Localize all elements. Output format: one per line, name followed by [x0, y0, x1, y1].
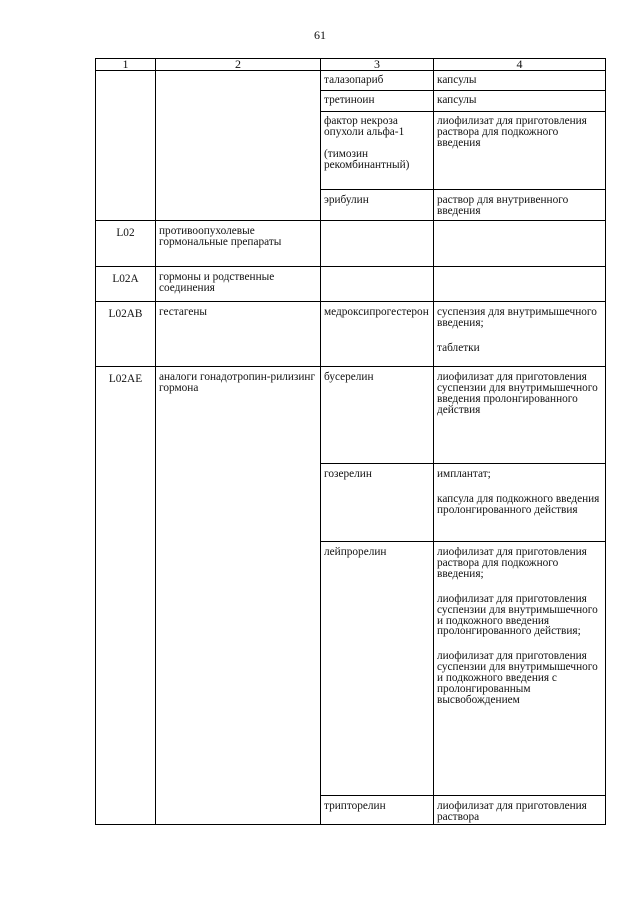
- dosage-form: лиофилизат для приготовления суспензии для внутримышечного и подкожного введения с пролонгированным высвобождением: [437, 650, 598, 706]
- form-cell: [434, 796, 606, 825]
- form-cell: [434, 112, 606, 190]
- drug-cell-empty: [321, 221, 434, 267]
- dosage-form: имплантат;: [437, 468, 491, 480]
- dosage-form: лиофилизат для приготовления суспензии для внутримышечного введения пролонгированного действия: [437, 371, 598, 416]
- drug-cell: [321, 71, 434, 91]
- group-name: гормоны и родственные соединения: [159, 271, 275, 294]
- form-cell: [434, 542, 606, 796]
- dosage-form: таблетки: [437, 341, 480, 354]
- form-cell: [434, 71, 606, 91]
- drug-cell: [321, 302, 434, 367]
- form-cell-empty: [434, 221, 606, 267]
- header-col-1: 1: [96, 59, 156, 71]
- code-cell: [96, 302, 156, 367]
- code-cell-empty: [96, 71, 156, 221]
- header-col-2: 2: [156, 59, 321, 71]
- group-cell: [156, 302, 321, 367]
- dosage-form: раствор для внутривенного введения: [437, 194, 569, 217]
- table-row: [96, 221, 606, 267]
- code-cell: [96, 367, 156, 825]
- dosage-form: суспензия для внутримышечного введения;: [437, 306, 597, 329]
- header-col-4: 4: [434, 59, 606, 71]
- drug-name: третиноин: [324, 94, 375, 106]
- header-col-3: 3: [321, 59, 434, 71]
- dosage-form: капсулы: [437, 94, 477, 106]
- atc-code: L02A: [112, 273, 139, 285]
- code-cell: [96, 221, 156, 267]
- group-cell: [156, 267, 321, 302]
- table-header-row: [96, 59, 606, 71]
- drug-cell: [321, 112, 434, 190]
- drug-cell: [321, 464, 434, 542]
- drug-name: гозерелин: [324, 468, 372, 480]
- page-number: 61: [314, 28, 326, 42]
- dosage-form: лиофилизат для приготовления раствора для подкожного введения: [437, 115, 587, 149]
- group-name: аналоги гонадотропин-рилизинг гормона: [159, 371, 316, 394]
- medicines-table: [95, 58, 606, 825]
- group-cell-empty: [156, 71, 321, 221]
- drug-name: бусерелин: [324, 371, 374, 383]
- drug-cell: [321, 796, 434, 825]
- dosage-form: капсула для подкожного введения пролонгированного действия: [437, 492, 600, 516]
- group-cell: [156, 221, 321, 267]
- dosage-form: лиофилизат для приготовления суспензии для внутримышечного и подкожного введения пролонгированного действия;: [437, 592, 598, 638]
- table-row: [96, 302, 606, 367]
- form-cell: [434, 190, 606, 221]
- drug-cell-empty: [321, 267, 434, 302]
- form-cell-empty: [434, 267, 606, 302]
- drug-name: трипторелин: [324, 800, 386, 812]
- table-row: [96, 71, 606, 91]
- drug-cell: [321, 190, 434, 221]
- dosage-form: лиофилизат для приготовления раствора: [437, 800, 587, 823]
- form-cell: [434, 367, 606, 464]
- dosage-form: лиофилизат для приготовления раствора для подкожного введения;: [437, 546, 587, 580]
- code-cell: [96, 267, 156, 302]
- table-row: [96, 267, 606, 302]
- form-cell: [434, 302, 606, 367]
- drug-name: медроксипрогестерон: [324, 306, 429, 318]
- group-cell: [156, 367, 321, 825]
- drug-name: фактор некроза опухоли альфа-1: [324, 115, 405, 138]
- atc-code: L02AE: [108, 373, 143, 385]
- drug-name: эрибулин: [324, 194, 369, 206]
- drug-note: (тимозин рекомбинантный): [324, 147, 410, 171]
- table-row: [96, 367, 606, 464]
- dosage-form: капсулы: [437, 74, 477, 86]
- drug-name: лейпрорелин: [324, 546, 387, 558]
- drug-cell: [321, 542, 434, 796]
- drug-name: талазопариб: [324, 74, 384, 86]
- group-name: гестагены: [159, 306, 208, 318]
- atc-code: L02: [116, 227, 135, 239]
- atc-code: L02AB: [108, 308, 143, 320]
- drug-cell: [321, 367, 434, 464]
- drug-cell: [321, 91, 434, 112]
- form-cell: [434, 464, 606, 542]
- group-name: противоопухолевые гормональные препараты: [159, 225, 282, 248]
- form-cell: [434, 91, 606, 112]
